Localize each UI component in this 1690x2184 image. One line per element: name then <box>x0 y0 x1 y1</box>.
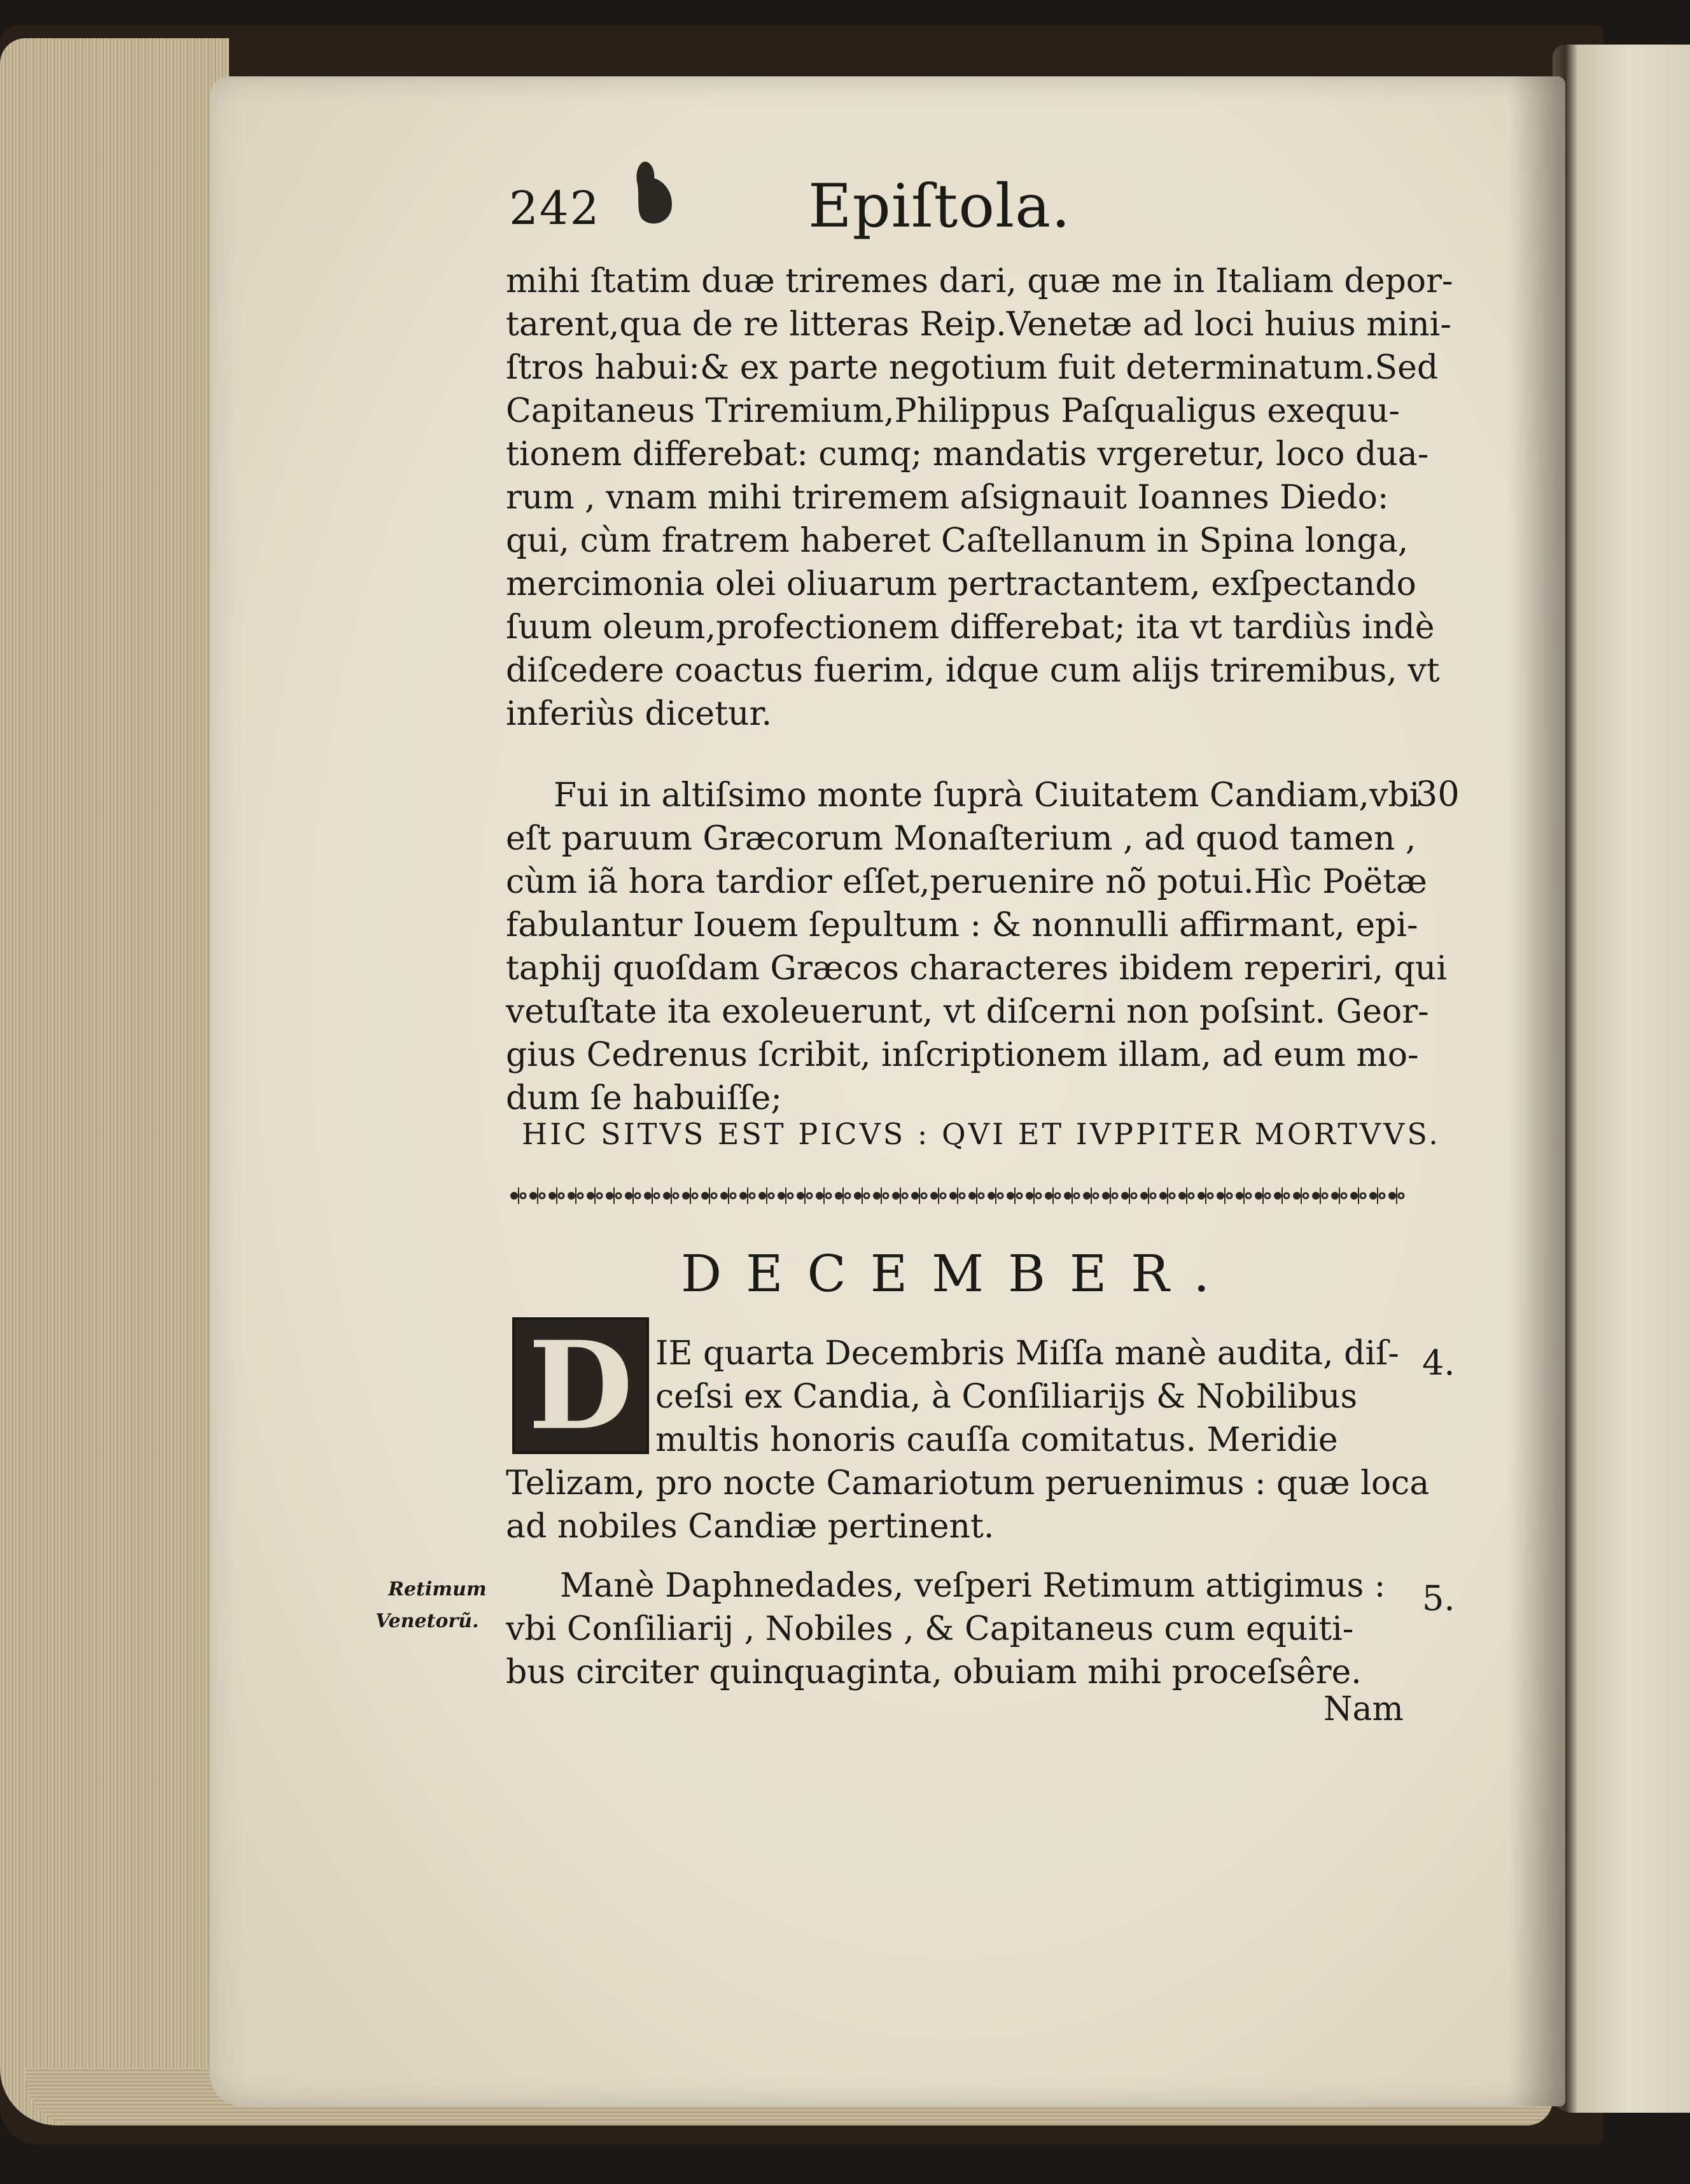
page-number: 242 <box>509 181 601 235</box>
text-line: gius Cedrenus ſcribit, inſcriptionem illam, ad eum mo- <box>506 1036 1419 1074</box>
inscription: HIC SITVS EST PICVS : QVI ET IVPPITER MORTVVS. <box>522 1117 1441 1151</box>
text-line: IE quarta Decembris Miſſa manè audita, diſ- <box>655 1334 1399 1373</box>
text-line: taphij quoſdam Græcos characteres ibidem reperiri, qui <box>506 949 1448 988</box>
day-number: 4. <box>1422 1343 1455 1383</box>
text-line: ceſsi ex Candia, à Conſiliarijs & Nobilibus <box>655 1378 1358 1416</box>
text-line: Manè Daphnedades, veſperi Retimum attigimus : <box>560 1567 1386 1605</box>
text-line: eſt paruum Græcorum Monaſterium , ad quod tamen , <box>506 820 1416 858</box>
text-line: Fui in altiſsimo monte ſuprà Ciuitatem Candiam,vbi <box>554 776 1420 815</box>
text-line: Capitaneus Triremium,Philippus Paſqualigus exequu- <box>506 392 1400 430</box>
facing-page-edge <box>1553 45 1690 2113</box>
ornament-band <box>509 1185 1406 1207</box>
text-line: ſtros habui:& ex parte negotium fuit determinatum.Sed <box>506 349 1439 387</box>
margin-note-line: Retimum <box>388 1578 487 1600</box>
margin-note-line: Venetorũ. <box>375 1610 479 1632</box>
text-line: tarent,qua de re litteras Reip.Venetæ ad loci huius mini- <box>506 305 1451 344</box>
text-line: inferiùs dicetur. <box>506 695 772 733</box>
page-stack-left <box>0 38 229 2125</box>
initial-letter: D <box>528 1315 633 1457</box>
text-line: ſuum oleum,profectionem differebat; ita vt tardiùs indè <box>506 608 1435 647</box>
text-line: vbi Conſiliarij , Nobiles , & Capitaneus cum equiti- <box>506 1610 1354 1648</box>
text-line: Telizam, pro nocte Camariotum peruenimus : quæ loca <box>506 1464 1430 1502</box>
text-line: mihi ſtatim duæ triremes dari, quæ me in Italiam depor- <box>506 262 1453 300</box>
text-line: qui, cùm fratrem haberet Caſtellanum in Spina longa, <box>506 522 1409 560</box>
text-line: fabulantur Iouem ſepultum : & nonnulli affirmant, epi- <box>506 906 1418 944</box>
gutter-shadow <box>1508 76 1565 2106</box>
day-number: 5. <box>1422 1578 1455 1618</box>
text-line: rum , vnam mihi triremem aſsignauit Ioannes Diedo: <box>506 479 1389 517</box>
line-number: 30 <box>1416 774 1460 814</box>
running-title: Epiſtola. <box>808 172 1071 241</box>
text-line: multis honoris cauſſa comitatus. Meridie <box>655 1421 1338 1459</box>
decorated-initial <box>512 1315 649 1457</box>
text-line: vetuſtate ita exoleuerunt, vt diſcerni non poſsint. Geor- <box>506 993 1429 1031</box>
ink-blot-icon <box>630 159 681 229</box>
text-line: mercimonia olei oliuarum pertractantem, exſpectando <box>506 565 1416 603</box>
text-line: cùm iã hora tardior eſſet,peruenire nõ potui.Hìc Poëtæ <box>506 863 1427 901</box>
catchword: Nam <box>1323 1690 1404 1728</box>
text-line: dum ſe habuiſſe; <box>506 1079 782 1117</box>
text-line: ad nobiles Candiæ pertinent. <box>506 1508 995 1546</box>
section-title: DECEMBER. <box>681 1244 1234 1303</box>
text-line: tionem differebat: cumq; mandatis vrgeretur, loco dua- <box>506 435 1429 473</box>
text-line: diſcedere coactus fuerim, idque cum alijs triremibus, vt <box>506 652 1440 690</box>
text-line: bus circiter quinquaginta, obuiam mihi proceſsêre. <box>506 1653 1362 1691</box>
